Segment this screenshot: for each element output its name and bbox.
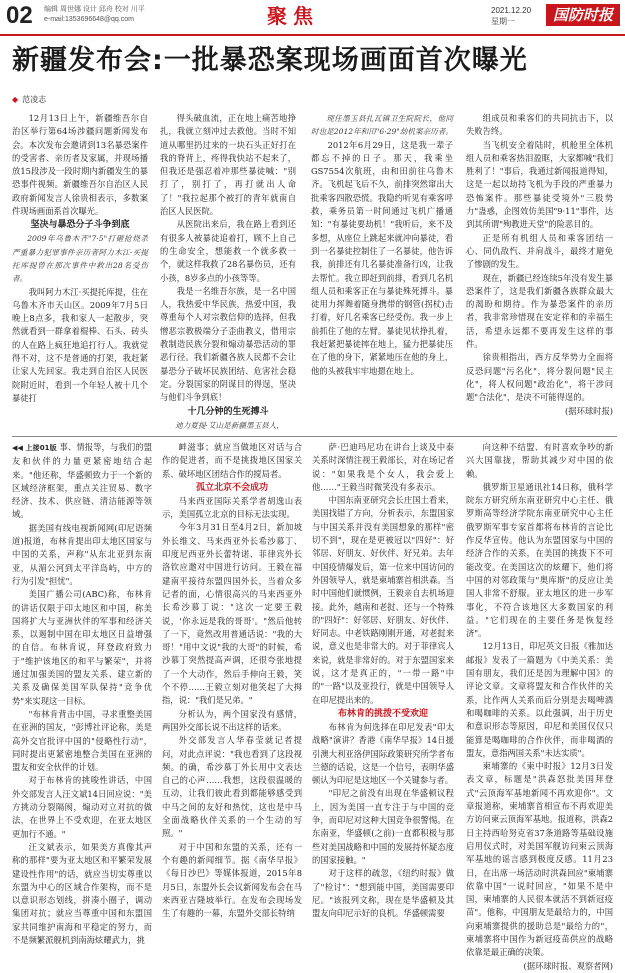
- subheading: 孤立北京不会成功: [195, 482, 268, 493]
- signature: (据环球时报、观察者网): [523, 960, 613, 971]
- email-line: e-mail:1353696648@qq.com: [44, 16, 134, 23]
- article2-column-3: [312, 441, 454, 919]
- article2-column-2: [162, 441, 302, 919]
- paragraph: "布林肯背击中国，寻求重整美国在亚洲的国友，"彭博社评论称，美是高外交官批评中国的"侵略性行动"，同时提出更紧密地整合美国在亚洲的盟友和安全伙伴的计划。: [12, 708, 152, 773]
- paragraph: 当飞机安全着陆时，机舱里全体机组人员和乘客热泪盈眶，大家都喊"我们胜利了！"事后，我通过新闻报道得知，这是一起以劫持飞机为手段的严重暴力恐怖案件。那些暴徒受境外"三股势力"蛊惑，企图效仿美国"9·11"事件，达到其所谓"殉教进天堂"的险恶目的。: [466, 139, 613, 230]
- paragraph: 分析认为，两个国家没有感情，两国外交部长说不出这样的话来。: [162, 708, 302, 732]
- paragraph: 衅滋事；就应当做地区对话与合作的促进者，而不是挑拨地区国家关系、破坏地区团结合作的搅局者。: [162, 442, 302, 479]
- caption: 迪力夏提·艾山是新疆墨玉县人，: [175, 420, 284, 430]
- paragraph: 得头破血流，正在地上痛苦地挣扎，我就立刻冲过去救他。当时不知道从哪里扔过来的一块石头正好打在我的脊背上，疼得我快站不起来了，但我还是强忍着冲那些暴徒喊："别打了，别打了，再打就出人命了！"我拉起那个被打的青年就南自治区人民医院。: [160, 113, 296, 217]
- paragraph: 现在，新疆已经连续5年没有发生暴恐案件了，这是我们新疆各族群众最大的渴盼和期待。作为暴恐案件的亲历者，我非常珍惜现在安定祥和的幸福生活，希望永远都不要再发生这样的事件。: [466, 272, 613, 350]
- paragraph: 美国广播公司(ABC)称，布林肯的讲话仅限于印太地区和中国，称美国将扩大与亚洲伙伴的军事和经济关系，以遏制中国在印太地区日益增强的自信。布林肯说，拜登政府致力于"维护该地区的和平与繁荣"，并将通过加强美国的盟友关系、建立新的关系及确保美国军队保持"竞争优势"来实现这一目标。: [12, 589, 152, 706]
- date-block: [491, 5, 531, 27]
- paragraph: 俄罗斯卫星通讯社14日称，俄科学院东方研究所东南亚研究中心主任、俄罗斯高等经济学院东南亚研究中心主任俄罗斯军事专家首都将布林肯的言论比作反华宣传。他认为东盟国家与中国的经济合作的关系，在美国的挑拨下不可能改变。在美国这次的炫耀下，他们将中国的对邻政策与"奥库斯"的反应让美国人非常不舒服。亚太地区的进一步军事化，不符合该地区大多数国家的利益。"它们现在的主要任务是恢复经济"。: [466, 481, 613, 639]
- author-bullet-icon: ◆: [12, 95, 19, 104]
- paragraph: 柬埔寨的《柬中时报》12月3日发表文章，标题是"洪森怒批美国拜登式"云顶海军基地新闻不再欢迎你"。文章报道称，柬埔寨首相宣布不再欢迎美方访问柬云顶海军基地。报道称，洪森2日主持西哈努克省37条道路等基础设施启用仪式时，对美国军舰访问柬云顶海军基地的谣言感到极度反感。11月23日，在出席一场活动时洪森回应"柬埔寨依靠中国"一说时回应，"如果不是中国，柬埔寨的人民很本就活不到新冠疫苗"。他称，中国朋友是最给力的，中国向柬埔寨提供的援助总是"最给力的"，柬埔寨将中国作为新冠疫苗供应的战略依靠是最正确的决策。: [466, 761, 613, 958]
- column-name: 聚焦: [267, 4, 319, 28]
- paragraph: 我叫阿力木江·买提托库提，住在乌鲁木齐市天山区。2009年7月5日晚上8点多，我和家人一起散步，突然就看到一群拿着棍棒、石头、砖头的人在路上疯狂地追打行人。我就觉得不对，这不是普通的打架，我赶紧让家人先回家。我走到自治区人民医院附近时，看到一个年轻人被十几个暴徒打: [12, 286, 148, 403]
- paragraph: "印尼之前没有出现在华盛顿议程上，因为美国一直专注于与中国的竞争，而印尼对这种大国竞争很警惕。在东南亚，华盛顿(之前)一直都积极与那些对美国战略和中国的发展持怀疑态度的国家接触。": [312, 788, 454, 865]
- continued-tag: ◀◀ 上接01版: [12, 444, 57, 452]
- paragraph: 萨·巴迪玛尼功在讲台上谈及中泰关系时深情注视王毅部长，对在场记者说："如果我是个女人，我会爱上他……"王毅当时微笑没有多表示。: [312, 442, 454, 492]
- paragraph: 据美国有线电视新闻网(印尼语频道)报道，布林肯提出印太地区国家与中国的关系，声称"从东北亚到东南亚，从湄公河到太平洋岛屿，中方的行为引发"担忧"。: [12, 522, 152, 586]
- paragraph-text: 事、情报等，与我们的盟友和伙伴的力量更紧密地结合起来。"他还称，华盛顿致力于一个新的区域经济框架，重点关注贸易、数字经济、技术、供应链、清洁能源等领域。: [12, 442, 152, 520]
- editor-info: [44, 5, 145, 25]
- paragraph: 对于这样的疏忽，《纽约时报》做了"检讨"："想到能中国，美国需要印尼。"该报列文称，现在是华盛顿及其盟友向印尼示好的良机。华盛顿需要: [312, 868, 454, 919]
- paragraph: 布林肯为何选择在印尼发表"印太战略"演讲？香港《南华早报》14日援引澳大利亚洛伊国际政策研究所学者布兰德的话说，这是一个信号，表明华盛顿认为印尼是这地区一个关键参与者。: [312, 721, 454, 786]
- paragraph: 外交部发言人华春莹就记者提问，对此点评说："我也看到了这段视频。的确，希沙慕丁外长用中文表达自己的心声……我想，这段很温暖的互动，让我们彼此看到都能够感受到中马之间的友好和热忱，这也是中马全面战略伙伴关系的一个生动的写照。": [162, 735, 302, 839]
- paragraph: 对于中国和东盟的关系，还有一个有趣的新闻细节。据《南华早报》《每日沙巴》等媒体报道，2015年8月5日，东盟外长会议新闻发布会在马来西亚吉隆坡举行。在发布会现场发生了有趣的一幕，东盟外交部长特纳: [162, 841, 302, 919]
- paragraph: 从医院出来后，我在路上看到还有很多人被暴徒追着打，顾不上自己的生命安全，想能救一个就多救一个，就这样我救了28名暴伤员，还有小孩，8岁多点的小孩等等。: [160, 219, 296, 283]
- paragraph: 向这种不结盟、有时喜欢争吵的新兴大国靠拢，帮助其减少对中国的依赖。: [466, 442, 613, 479]
- subheading: 坚决与暴恐分子斗争到底: [30, 220, 130, 231]
- caption: 2009年乌鲁木齐"7·5"打砸抢烧杀严重暴力犯罪事件亲历者阿力木江·买提托库提曾在那次事件中救出28名受伤者。: [12, 234, 148, 284]
- paragraph: 徐贵相指出，西方反华势力全面将反恐问题"污名化"，将分裂问题"民主化"，将人权问题"政治化"，将干涉问题"合法化"，是决不可能得逞的。: [466, 352, 613, 403]
- article1-column-4: [466, 112, 613, 434]
- author-name: 范凌志: [22, 95, 47, 104]
- article2-column-4: [466, 441, 613, 971]
- section-divider: [12, 436, 617, 437]
- paragraph: 组成员和乘客们的共同抗击下，以失败告终。: [466, 113, 613, 137]
- issue-date: 2021.12.20: [491, 6, 532, 15]
- editor-line: 编辑 周世娜 设计 邱舟 校对 川平: [44, 6, 145, 13]
- paragraph: 马来西亚国际关系学者胡逸山表示，美国孤立北京的目标无法实现。: [162, 495, 302, 520]
- paragraph: 12月13日，印尼英文日报《雅加达邮报》发表了一篇题为《中美关系：美国有朋友，我们还是因为理解中国》的评论文章。文章将盟友和合作伙伴的关系，比作两人关系而后分别是去喝啤酒和喝咖啡的关系。以此强调，出于历史和意识形态等原因，印尼和美国仅仅只能算是喝咖啡的合作伙伴，而非喝酒的盟友，意指两国关系"未达实质"。: [466, 641, 613, 758]
- article1-column-3: [311, 112, 453, 434]
- subheading: 十几分钟的生死搏斗: [187, 406, 269, 417]
- caption: 现任墨玉县扎瓦镇卫生院院长，他同时也是2012年和田"6·29"劫机案亲历者。: [311, 114, 453, 137]
- newspaper-logo: 国防时报: [546, 4, 620, 26]
- paragraph: 对于布林肯的挑唆性讲话，中国外交部发言人汪文斌14日回应说："美方挑动分裂隔阂，煽动对立对抗的做法，在世界上不受欢迎，在亚太地区更加行不通。": [12, 775, 152, 839]
- article2-column-1: [12, 441, 152, 945]
- paragraph: 2012年6月29日，这是我一辈子都忘不掉的日子。那天，我乘坐GS7554次航班，由和田前往乌鲁木齐。飞机起飞后不久，前排突然窜出大批乘客四散恐慌。我隐约听见有乘客呼救，乘务员第一时间通过飞机广播通知："有暴徒要劫机！"我听后，来不及多想，从座位上跳起来就冲向暴徒，看到一名暴徒控制住了一名暴徒，他告诉我，前排还有几名暴徒准备行凶，让我去帮忙。我立即赶到前排，看到几名机组人员和乘客正在与暴徒殊死搏斗。暴徒用力挥舞着随身携带的钢管(拐杖)击打着，好几名乘客已经受伤。我一步上前抓住了他的左臂。暴徒见状挣扎着，我赶紧把暴徒摔在地上，猛力把暴徒压在了他的身下，紧紧地压在他的身上，他的头被我牢牢地摁在地上。: [311, 139, 453, 376]
- article-author: [12, 95, 46, 105]
- page-number: 02: [6, 2, 33, 29]
- paragraph: 今年3月31日至4月2日，新加坡外长维文、马来西亚外长希沙慕丁、印度尼西亚外长蕾特诺、菲律宾外长洛钦应邀对中国进行访问。王毅在福建南平接待东盟四国外长，当着众多记者的面，心情很高兴的马来西亚外长希沙慕丁说："这次一定要王毅说，'你永远是我的哥哥'。"然后他转了一下，竟然改用普通话说："我的大哥！"用中文说"我的大哥"的时候，希沙慕丁突然提高声调，还很夸张地提了一个大动作，然后手伸向王毅，笑个不停……王毅立刻对他笑起了大拇指，说："我们是兄弟。": [162, 522, 302, 706]
- subheading: 布林肯的挑拨不受欢迎: [337, 708, 428, 719]
- paragraph: 汪文斌表示，如果美方真像其声称的那样"要为亚太地区和平繁荣发展建设性作用"的话，就应当切实尊重以东盟为中心的区域合作架构，而不是以意识形态划线，拼凑小圈子，调动集团对抗；就应当尊重中国和东盟国家共同维护南海和平稳定的努力，而不是频繁派舰机到南海炫耀武力，挑: [12, 841, 152, 945]
- article1-column-2: [160, 112, 296, 434]
- article-headline: 新疆发布会:一批暴恐案现场画面首次曝光: [12, 45, 528, 76]
- paragraph: 我是一名维吾尔族，是一名中国人，我热爱中华民族，热爱中国，我尊重每个人对宗教信仰的选择，但我憎恶宗教极端分子歪曲教义，借用宗教制造民族分裂和煽动暴恐活动的罪恶行径。我们新疆各族人民都不会让暴恐分子破坏民族团结、危害社会稳定。分裂国家的阴谋目的得逞，坚决与他们斗争到底！: [160, 285, 296, 403]
- signature: (据环球时报): [565, 405, 613, 416]
- article1-column-1: [12, 112, 148, 434]
- issue-weekday: 星期一: [491, 17, 515, 26]
- paragraph: 12月13日上午，新疆维吾尔自治区举行第64场涉疆问题新闻发布会。本次发布会邀请到13名暴恐案件的受害者、亲历者及家属，并现场播放15段涉及一段时期内新疆发生的暴恐事件视频。新疆维吾尔自治区人民政府新闻发言人徐贵相表示，多数案件现场画面系首次曝光。: [12, 113, 148, 217]
- paragraph: 中国东南亚研究会长庄国土看来，美国找错了方向，分析表示，东盟国家与中国关系并没有美国想象的那样"密切不到"，现在是更被冠以"四好"：好邻居、好朋友、好伙伴、好兄弟。去年中国疫情爆发后，第一位来中国访问的外国领导人，就是柬埔寨首相洪森。当时中国他们就惯例，王毅亲自去机场迎接。此外，越南和老挝、还与一个特殊的"四好"：好邻居、好朋友、好伙伴、好同志。中老铁路刚刚开通，对老挝来说，意义也是非常大的。对于菲律宾人来说，就是非常好的。对于东盟国家来说，这才是真正的，"一带一路"中的"一路"以及亚投行，就是中国领导人在印尼提出来的。: [312, 495, 454, 705]
- paragraph: [12, 441, 152, 522]
- paragraph: 正是所有机组人员和乘客团结一心、同仇敌忾、并肩战斗，最终才避免了惨剧的发生。: [466, 232, 613, 270]
- page-header: [0, 0, 625, 36]
